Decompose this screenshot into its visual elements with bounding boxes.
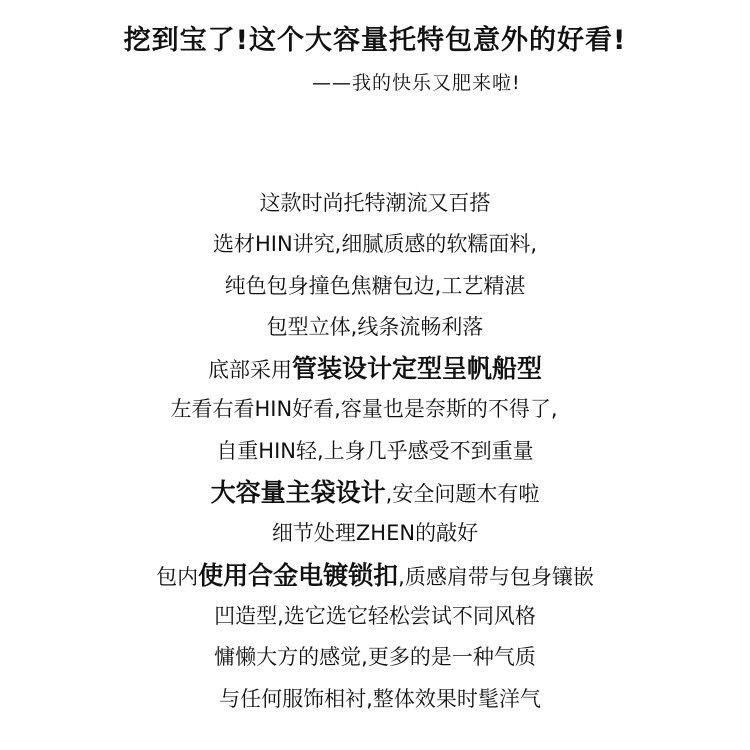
line-text: 底部采用: [207, 358, 292, 383]
description-line: [0, 224, 750, 265]
description-line: [0, 555, 750, 596]
line-text: 左看右看HIN好看,容量也是奈斯的不得了,: [170, 397, 558, 422]
description-line: [0, 307, 750, 348]
description-line: [0, 389, 750, 430]
description-line: [0, 637, 750, 678]
line-highlight: 大容量主袋设计: [210, 478, 386, 508]
line-text: ,质感肩带与包身镶嵌: [398, 564, 594, 589]
line-text: ,安全问题木有啦: [385, 482, 540, 507]
description-line: [0, 679, 750, 720]
description-line: [0, 596, 750, 637]
line-text: 这款时尚托特潮流又百搭: [259, 191, 491, 215]
line-text: 包型立体,线条流畅利落: [266, 314, 484, 339]
line-text: 纯色包身撞色焦糖包边,工艺精湛: [224, 273, 526, 298]
description-line: [0, 431, 750, 472]
description-line: [0, 266, 750, 307]
line-text: 与任何服饰相衬,整体效果时髦洋气: [219, 686, 541, 711]
description-line: [0, 183, 750, 224]
line-highlight: 使用合金电镀锁扣: [198, 560, 399, 590]
line-text: 细节处理ZHEN的敲好: [271, 521, 479, 546]
description-line: [0, 348, 750, 389]
page-title: 挖到宝了!这个大容量托特包意外的好看!: [123, 25, 627, 56]
page-subtitle: ——我的快乐又肥来啦!: [312, 72, 521, 94]
line-text: 包内: [156, 564, 199, 589]
line-text: 选材HIN讲究,细腻质感的软糯面料,: [212, 232, 538, 257]
product-description: [0, 183, 750, 720]
description-line: [0, 513, 750, 554]
description-line: [0, 472, 750, 513]
line-text: 凹造型,选它选它轻松尝试不同风格: [214, 603, 536, 628]
line-text: 自重HIN轻,上身几乎感受不到重量: [216, 438, 534, 463]
line-text: 慵懒大方的感觉,更多的是一种气质: [214, 645, 536, 670]
line-highlight: 管装设计定型呈帆船型: [291, 354, 542, 384]
